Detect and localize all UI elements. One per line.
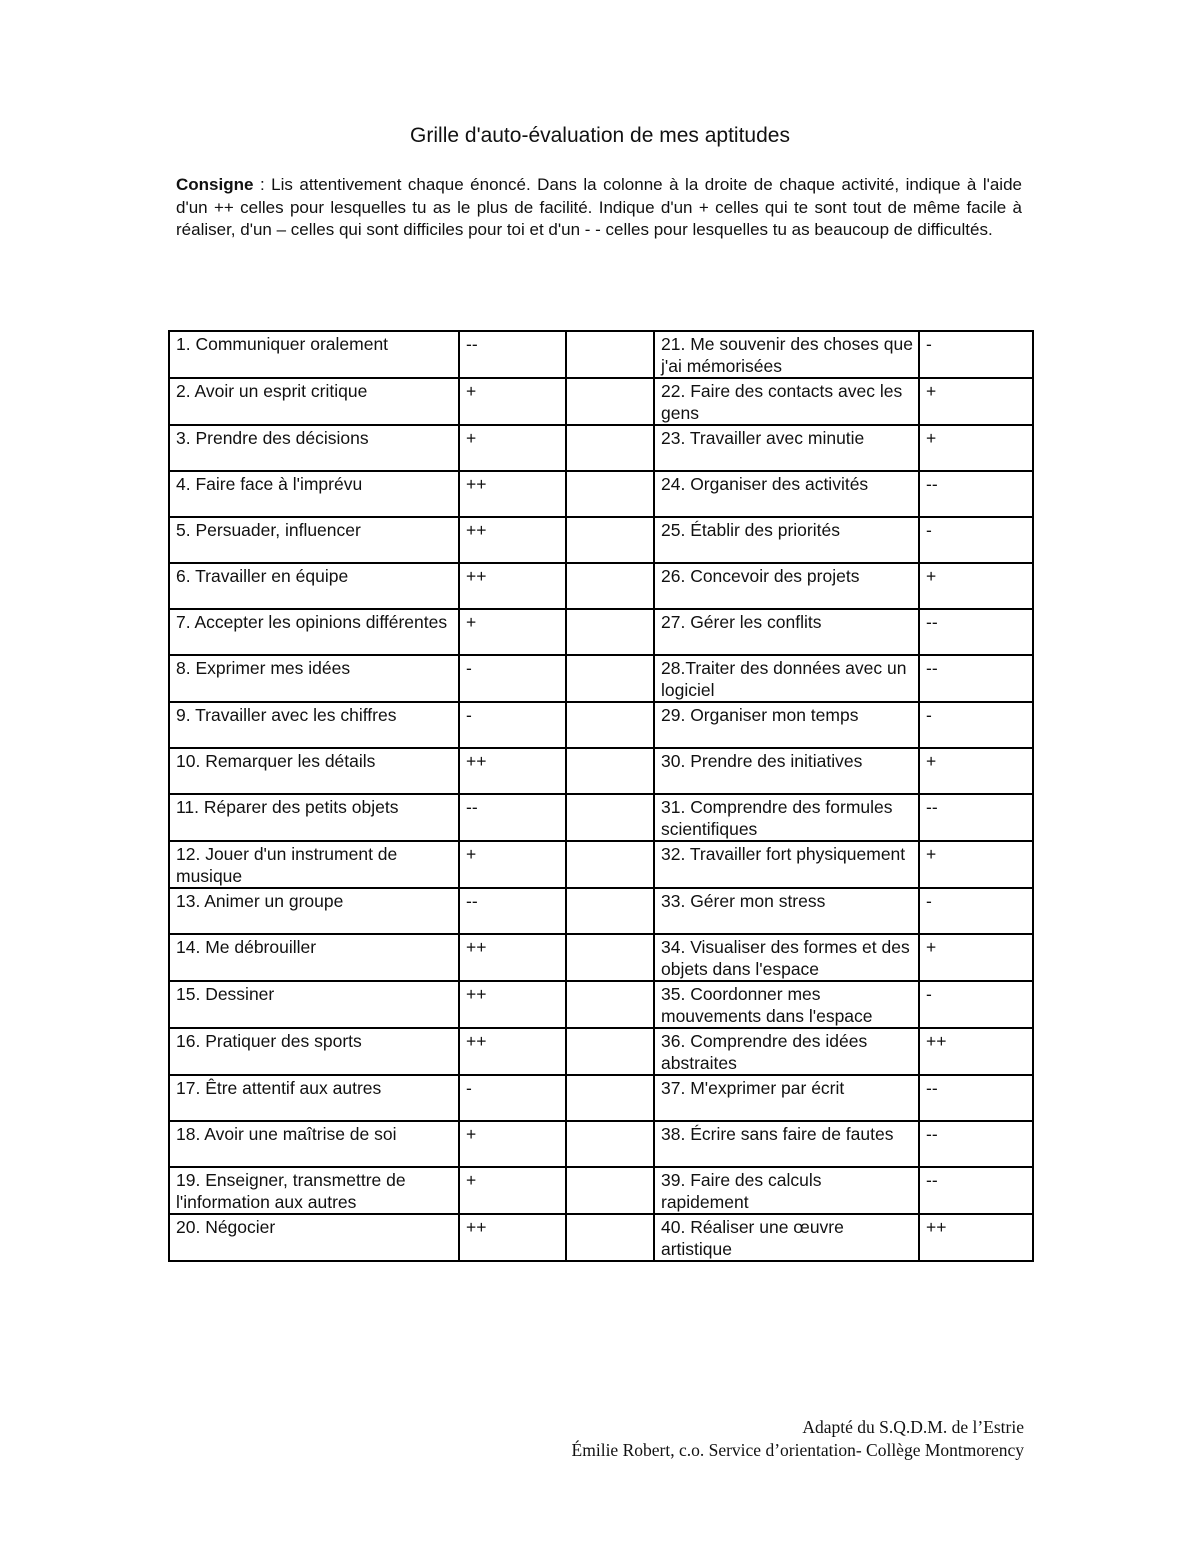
left-rating-cell: ++ [459, 934, 566, 981]
left-rating-cell: ++ [459, 471, 566, 517]
footer-line-1: Adapté du S.Q.D.M. de l’Estrie [802, 1417, 1024, 1437]
left-extra-cell [566, 517, 654, 563]
right-rating-cell: + [919, 934, 1033, 981]
left-rating-cell: -- [459, 888, 566, 934]
right-rating-cell: + [919, 748, 1033, 794]
left-aptitude-cell: 14. Me débrouiller [169, 934, 459, 981]
left-extra-cell [566, 888, 654, 934]
left-aptitude-cell: 16. Pratiquer des sports [169, 1028, 459, 1075]
left-rating-cell: -- [459, 331, 566, 378]
left-aptitude-cell: 1. Communiquer oralement [169, 331, 459, 378]
table-row [169, 841, 1033, 888]
left-extra-cell [566, 425, 654, 471]
right-rating-cell: -- [919, 1121, 1033, 1167]
left-aptitude-cell: 7. Accepter les opinions différentes [169, 609, 459, 655]
left-rating-cell: - [459, 1075, 566, 1121]
right-rating-cell: + [919, 378, 1033, 425]
left-rating-cell: ++ [459, 981, 566, 1028]
left-extra-cell [566, 378, 654, 425]
table-row [169, 471, 1033, 517]
left-aptitude-cell: 19. Enseigner, transmettre de l'information aux autres [169, 1167, 459, 1214]
table-row [169, 702, 1033, 748]
table-row [169, 1075, 1033, 1121]
table-row [169, 378, 1033, 425]
left-aptitude-cell: 15. Dessiner [169, 981, 459, 1028]
instructions-paragraph [176, 174, 1022, 242]
right-rating-cell: -- [919, 609, 1033, 655]
left-extra-cell [566, 563, 654, 609]
left-aptitude-cell: 13. Animer un groupe [169, 888, 459, 934]
table-row [169, 888, 1033, 934]
table-row [169, 1028, 1033, 1075]
aptitude-grid [168, 330, 1034, 1262]
left-rating-cell: ++ [459, 563, 566, 609]
left-aptitude-cell: 12. Jouer d'un instrument de musique [169, 841, 459, 888]
right-aptitude-cell: 25. Établir des priorités [654, 517, 919, 563]
right-aptitude-cell: 35. Coordonner mes mouvements dans l'espace [654, 981, 919, 1028]
table-row [169, 934, 1033, 981]
left-aptitude-cell: 11. Réparer des petits objets [169, 794, 459, 841]
left-rating-cell: -- [459, 794, 566, 841]
left-extra-cell [566, 794, 654, 841]
right-aptitude-cell: 34. Visualiser des formes et des objets dans l'espace [654, 934, 919, 981]
left-rating-cell: + [459, 378, 566, 425]
left-extra-cell [566, 1075, 654, 1121]
left-rating-cell: + [459, 425, 566, 471]
right-aptitude-cell: 23. Travailler avec minutie [654, 425, 919, 471]
left-extra-cell [566, 1121, 654, 1167]
left-extra-cell [566, 471, 654, 517]
right-rating-cell: - [919, 888, 1033, 934]
right-rating-cell: ++ [919, 1214, 1033, 1261]
right-aptitude-cell: 30. Prendre des initiatives [654, 748, 919, 794]
aptitude-grid-body [169, 331, 1033, 1261]
left-rating-cell: + [459, 609, 566, 655]
table-row [169, 1167, 1033, 1214]
right-rating-cell: - [919, 517, 1033, 563]
left-rating-cell: ++ [459, 1214, 566, 1261]
right-rating-cell: - [919, 331, 1033, 378]
left-rating-cell: ++ [459, 1028, 566, 1075]
left-extra-cell [566, 609, 654, 655]
table-row [169, 981, 1033, 1028]
left-rating-cell: - [459, 655, 566, 702]
left-extra-cell [566, 1167, 654, 1214]
right-aptitude-cell: 27. Gérer les conflits [654, 609, 919, 655]
table-row [169, 794, 1033, 841]
left-aptitude-cell: 20. Négocier [169, 1214, 459, 1261]
right-rating-cell: -- [919, 1075, 1033, 1121]
instructions-text: : Lis attentivement chaque énoncé. Dans la colonne à la droite de chaque activité, indique à l'aide d'un ++ celles pour lesquelles tu as le plus de facilité. Indique d'un + celles qui te sont tout de même facile à réaliser, d'un – celles qui sont difficiles pour toi et d'un - - celles pour lesquelles tu as beaucoup de difficultés. [176, 175, 1022, 240]
left-aptitude-cell: 17. Être attentif aux autres [169, 1075, 459, 1121]
table-row [169, 331, 1033, 378]
table-row [169, 609, 1033, 655]
footer-line-2: Émilie Robert, c.o. Service d’orientation- Collège Montmorency [571, 1440, 1024, 1460]
table-row [169, 1121, 1033, 1167]
left-rating-cell: + [459, 1167, 566, 1214]
right-aptitude-cell: 33. Gérer mon stress [654, 888, 919, 934]
left-aptitude-cell: 3. Prendre des décisions [169, 425, 459, 471]
right-aptitude-cell: 24. Organiser des activités [654, 471, 919, 517]
right-aptitude-cell: 36. Comprendre des idées abstraites [654, 1028, 919, 1075]
left-aptitude-cell: 10. Remarquer les détails [169, 748, 459, 794]
left-extra-cell [566, 841, 654, 888]
right-aptitude-cell: 39. Faire des calculs rapidement [654, 1167, 919, 1214]
right-rating-cell: -- [919, 655, 1033, 702]
table-row [169, 1214, 1033, 1261]
left-extra-cell [566, 331, 654, 378]
right-aptitude-cell: 21. Me souvenir des choses que j'ai mémorisées [654, 331, 919, 378]
left-extra-cell [566, 1028, 654, 1075]
left-aptitude-cell: 18. Avoir une maîtrise de soi [169, 1121, 459, 1167]
left-extra-cell [566, 655, 654, 702]
left-aptitude-cell: 2. Avoir un esprit critique [169, 378, 459, 425]
table-row [169, 517, 1033, 563]
right-aptitude-cell: 22. Faire des contacts avec les gens [654, 378, 919, 425]
right-rating-cell: - [919, 702, 1033, 748]
right-aptitude-cell: 40. Réaliser une œuvre artistique [654, 1214, 919, 1261]
right-rating-cell: -- [919, 471, 1033, 517]
left-rating-cell: - [459, 702, 566, 748]
left-extra-cell [566, 1214, 654, 1261]
right-aptitude-cell: 32. Travailler fort physiquement [654, 841, 919, 888]
left-aptitude-cell: 6. Travailler en équipe [169, 563, 459, 609]
right-aptitude-cell: 37. M'exprimer par écrit [654, 1075, 919, 1121]
left-extra-cell [566, 934, 654, 981]
left-extra-cell [566, 981, 654, 1028]
right-aptitude-cell: 28.Traiter des données avec un logiciel [654, 655, 919, 702]
left-rating-cell: + [459, 1121, 566, 1167]
right-aptitude-cell: 38. Écrire sans faire de fautes [654, 1121, 919, 1167]
right-aptitude-cell: 31. Comprendre des formules scientifiques [654, 794, 919, 841]
table-row [169, 655, 1033, 702]
page-title: Grille d'auto-évaluation de mes aptitudes [410, 124, 790, 147]
left-aptitude-cell: 4. Faire face à l'imprévu [169, 471, 459, 517]
left-extra-cell [566, 702, 654, 748]
right-rating-cell: + [919, 841, 1033, 888]
right-rating-cell: -- [919, 794, 1033, 841]
right-aptitude-cell: 26. Concevoir des projets [654, 563, 919, 609]
right-rating-cell: ++ [919, 1028, 1033, 1075]
left-aptitude-cell: 5. Persuader, influencer [169, 517, 459, 563]
right-rating-cell: + [919, 425, 1033, 471]
footer-credits [572, 1416, 1024, 1462]
left-aptitude-cell: 8. Exprimer mes idées [169, 655, 459, 702]
table-row [169, 748, 1033, 794]
left-rating-cell: ++ [459, 517, 566, 563]
table-row [169, 563, 1033, 609]
left-aptitude-cell: 9. Travailler avec les chiffres [169, 702, 459, 748]
right-aptitude-cell: 29. Organiser mon temps [654, 702, 919, 748]
left-rating-cell: ++ [459, 748, 566, 794]
right-rating-cell: -- [919, 1167, 1033, 1214]
table-row [169, 425, 1033, 471]
instructions-label: Consigne [176, 175, 254, 194]
left-extra-cell [566, 748, 654, 794]
right-rating-cell: - [919, 981, 1033, 1028]
right-rating-cell: + [919, 563, 1033, 609]
left-rating-cell: + [459, 841, 566, 888]
